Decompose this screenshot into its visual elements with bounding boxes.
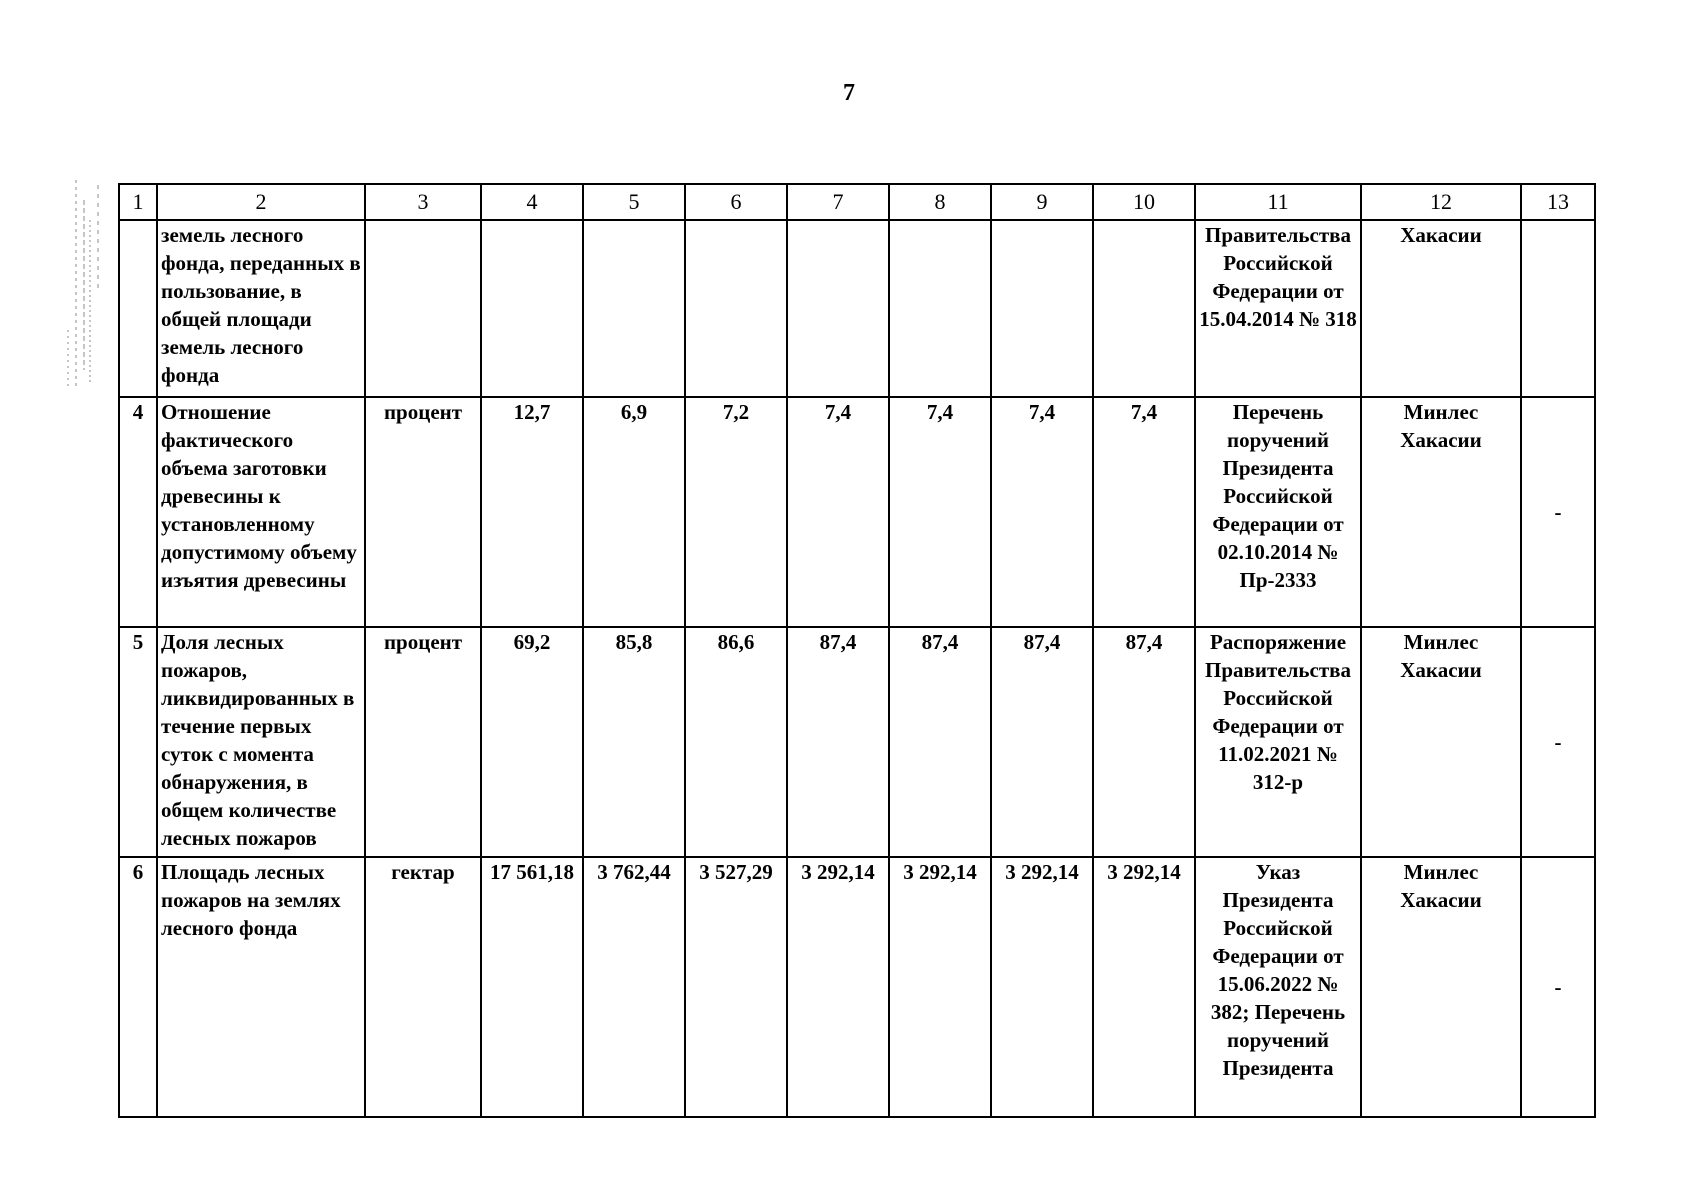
value-cell: 86,6	[685, 627, 787, 857]
unit	[365, 220, 481, 397]
note-cell: -	[1521, 857, 1595, 1117]
value-cell: 87,4	[991, 627, 1093, 857]
row-number: 5	[119, 627, 157, 857]
value-cell: 3 292,14	[889, 857, 991, 1117]
col-header: 9	[991, 184, 1093, 220]
row-number: 6	[119, 857, 157, 1117]
col-header: 7	[787, 184, 889, 220]
column-number-row	[119, 184, 1595, 220]
value-cell	[787, 220, 889, 397]
value-cell	[991, 220, 1093, 397]
col-header: 1	[119, 184, 157, 220]
col-header: 6	[685, 184, 787, 220]
row-number	[119, 220, 157, 397]
row-number: 4	[119, 397, 157, 627]
value-cell: 7,4	[889, 397, 991, 627]
value-cell: 85,8	[583, 627, 685, 857]
value-cell: 3 292,14	[1093, 857, 1195, 1117]
unit: процент	[365, 627, 481, 857]
value-cell: 87,4	[787, 627, 889, 857]
responsible-body: Минлес Хакасии	[1361, 397, 1521, 627]
value-cell: 7,4	[787, 397, 889, 627]
table-row	[119, 627, 1595, 857]
note-cell	[1521, 220, 1595, 397]
legal-basis: Правительства Российской Федерации от 15.04.2014 № 318	[1195, 220, 1361, 397]
col-header: 4	[481, 184, 583, 220]
note-cell: -	[1521, 627, 1595, 857]
responsible-body: Хакасии	[1361, 220, 1521, 397]
col-header: 3	[365, 184, 481, 220]
value-cell: 3 527,29	[685, 857, 787, 1117]
value-cell: 3 762,44	[583, 857, 685, 1117]
value-cell: 7,2	[685, 397, 787, 627]
indicator-table	[118, 183, 1596, 1118]
value-cell: 87,4	[1093, 627, 1195, 857]
col-header: 11	[1195, 184, 1361, 220]
table-row	[119, 220, 1595, 397]
value-cell: 7,4	[991, 397, 1093, 627]
value-cell	[1093, 220, 1195, 397]
value-cell: 7,4	[1093, 397, 1195, 627]
legal-basis: Указ Президента Российской Федерации от 15.06.2022 № 382; Перечень поручений Президента	[1195, 857, 1361, 1117]
indicator-name: Отношение фактического объема заготовки древесины к установленному допустимому объему изъятия древесины	[157, 397, 365, 627]
col-header: 2	[157, 184, 365, 220]
value-cell	[481, 220, 583, 397]
responsible-body: Минлес Хакасии	[1361, 857, 1521, 1117]
responsible-body: Минлес Хакасии	[1361, 627, 1521, 857]
value-cell: 3 292,14	[787, 857, 889, 1117]
value-cell	[583, 220, 685, 397]
value-cell: 3 292,14	[991, 857, 1093, 1117]
legal-basis: Перечень поручений Президента Российской Федерации от 02.10.2014 № Пр-2333	[1195, 397, 1361, 627]
indicator-name: Площадь лесных пожаров на землях лесного фонда	[157, 857, 365, 1117]
col-header: 10	[1093, 184, 1195, 220]
value-cell	[685, 220, 787, 397]
indicator-name: Доля лесных пожаров, ликвидированных в течение первых суток с момента обнаружения, в общем количестве лесных пожаров	[157, 627, 365, 857]
unit: гектар	[365, 857, 481, 1117]
unit: процент	[365, 397, 481, 627]
value-cell: 12,7	[481, 397, 583, 627]
legal-basis: Распоряжение Правительства Российской Федерации от 11.02.2021 № 312-р	[1195, 627, 1361, 857]
table-row	[119, 397, 1595, 627]
value-cell: 87,4	[889, 627, 991, 857]
col-header: 12	[1361, 184, 1521, 220]
col-header: 5	[583, 184, 685, 220]
value-cell: 69,2	[481, 627, 583, 857]
value-cell	[889, 220, 991, 397]
margin-stamp	[28, 170, 108, 400]
page-number: 7	[843, 80, 855, 106]
value-cell: 6,9	[583, 397, 685, 627]
table-row	[119, 857, 1595, 1117]
col-header: 8	[889, 184, 991, 220]
note-cell: -	[1521, 397, 1595, 627]
col-header: 13	[1521, 184, 1595, 220]
indicator-name: земель лесного фонда, переданных в пользование, в общей площади земель лесного фонда	[157, 220, 365, 397]
value-cell: 17 561,18	[481, 857, 583, 1117]
